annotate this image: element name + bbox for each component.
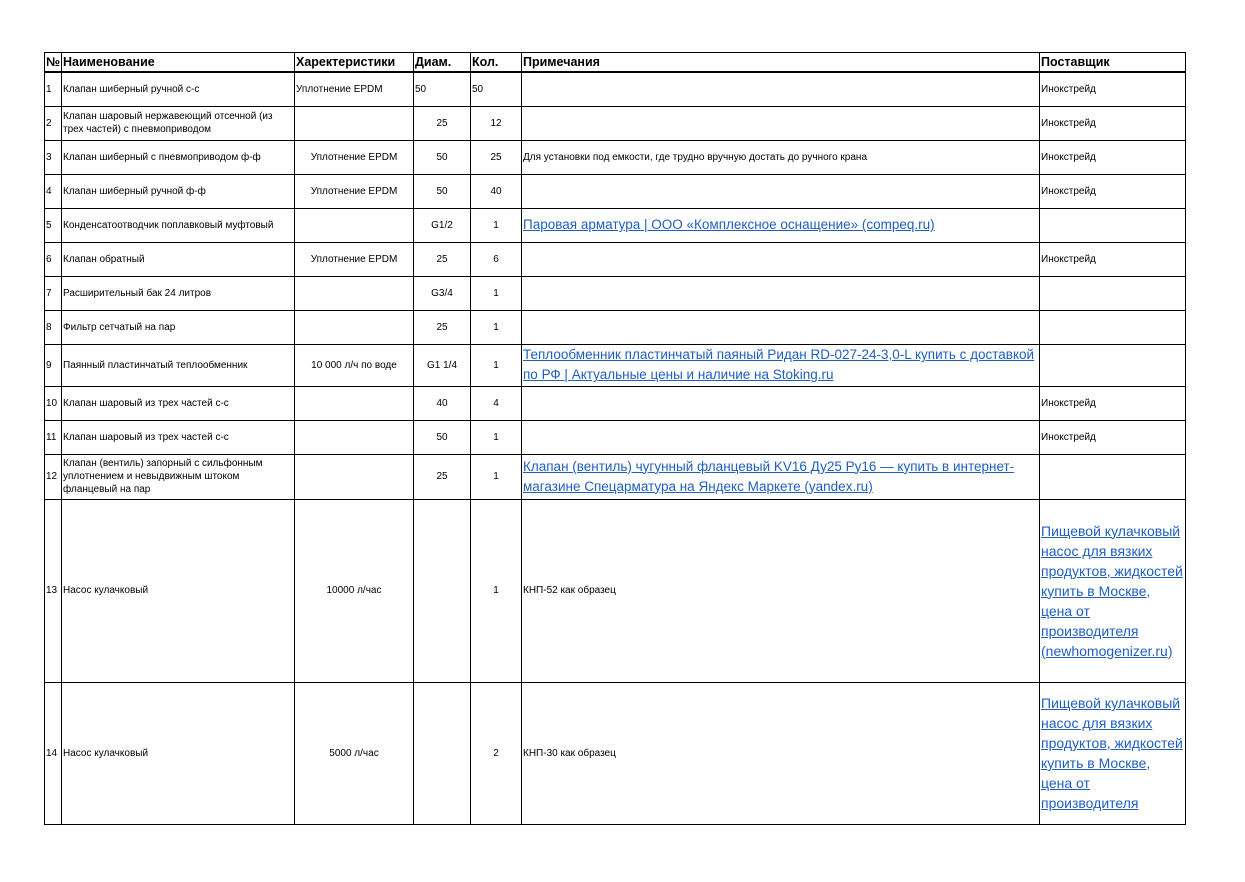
cell-name[interactable]: Клапан шиберный ручной с-с xyxy=(62,72,295,106)
cell-supplier[interactable]: Инокстрейд xyxy=(1040,174,1186,208)
cell-qty[interactable]: 4 xyxy=(471,386,522,420)
cell-name[interactable]: Клапан обратный xyxy=(62,242,295,276)
header-row xyxy=(45,53,1186,73)
cell-qty[interactable]: 1 xyxy=(471,310,522,344)
cell-supplier[interactable] xyxy=(1040,454,1186,499)
cell-num[interactable]: 4 xyxy=(45,174,62,208)
cell-name[interactable]: Клапан шиберный ручной ф-ф xyxy=(62,174,295,208)
yandex-market-link[interactable]: Клапан (вентиль) чугунный фланцевый KV16 Ду25 Ру16 — купить в интернет-магазине Спецарматура на Яндекс Маркете (yandex.ru) xyxy=(523,458,1015,494)
cell-specs[interactable]: 10000 л/час xyxy=(295,499,414,682)
cell-num[interactable]: 7 xyxy=(45,276,62,310)
cell-notes[interactable]: КНП-30 как образец xyxy=(522,682,1040,824)
cell-supplier[interactable] xyxy=(1040,276,1186,310)
cell-supplier[interactable]: Инокстрейд xyxy=(1040,140,1186,174)
cell-notes[interactable] xyxy=(522,106,1040,140)
cell-name[interactable]: Клапан шиберный с пневмоприводом ф-ф xyxy=(62,140,295,174)
cell-specs[interactable]: Уплотнение EPDM xyxy=(295,72,414,106)
cell-qty[interactable]: 1 xyxy=(471,454,522,499)
cell-name[interactable]: Клапан шаровый из трех частей с-с xyxy=(62,386,295,420)
cell-num[interactable]: 5 xyxy=(45,208,62,242)
cell-supplier[interactable]: Инокстрейд xyxy=(1040,386,1186,420)
stoking-link[interactable]: Теплообменник пластинчатый паяный Ридан RD-027-24-3,0-L купить с доставкой по РФ | Актуальные цены и наличие на Stoking.ru xyxy=(523,347,1035,382)
cell-specs[interactable]: Уплотнение EPDM xyxy=(295,174,414,208)
table-row xyxy=(45,106,1186,140)
cell-diam[interactable]: 50 xyxy=(414,174,471,208)
cell-diam[interactable]: G1/2 xyxy=(414,208,471,242)
cell-specs[interactable] xyxy=(295,386,414,420)
newhomogenizer-link[interactable]: Пищевой кулачковый насос для вязких продуктов, жидкостей купить в Москве, цена от производителя xyxy=(1041,695,1183,811)
cell-supplier[interactable] xyxy=(1040,310,1186,344)
cell-qty[interactable]: 50 xyxy=(471,72,522,106)
cell-supplier[interactable] xyxy=(1040,344,1186,386)
table-row xyxy=(45,208,1186,242)
cell-diam[interactable] xyxy=(414,499,471,682)
cell-supplier[interactable] xyxy=(1040,682,1186,824)
cell-notes[interactable] xyxy=(522,72,1040,106)
cell-notes[interactable] xyxy=(522,344,1040,386)
table-row xyxy=(45,499,1186,682)
cell-name[interactable]: Клапан шаровый нержавеющий отсечной (из трех частей) с пневмоприводом xyxy=(62,106,295,140)
header-specs[interactable]: Харектеристики xyxy=(295,53,414,73)
table-row xyxy=(45,276,1186,310)
cell-name[interactable]: Фильтр сетчатый на пар xyxy=(62,310,295,344)
cell-supplier[interactable] xyxy=(1040,499,1186,682)
cell-diam[interactable]: G1 1/4 xyxy=(414,344,471,386)
cell-diam[interactable]: 50 xyxy=(414,420,471,454)
cell-supplier[interactable]: Инокстрейд xyxy=(1040,420,1186,454)
cell-num[interactable]: 12 xyxy=(45,454,62,499)
cell-diam[interactable]: 25 xyxy=(414,106,471,140)
cell-notes[interactable] xyxy=(522,174,1040,208)
table-row xyxy=(45,242,1186,276)
cell-qty[interactable]: 1 xyxy=(471,344,522,386)
cell-qty[interactable]: 1 xyxy=(471,276,522,310)
cell-specs[interactable] xyxy=(295,310,414,344)
cell-diam[interactable] xyxy=(414,682,471,824)
newhomogenizer-link[interactable]: Пищевой кулачковый насос для вязких продуктов, жидкостей купить в Москве, цена от производителя (newhomogenizer.ru) xyxy=(1041,522,1183,659)
header-num[interactable]: № xyxy=(45,53,62,73)
table-row xyxy=(45,454,1186,499)
cell-supplier[interactable]: Инокстрейд xyxy=(1040,106,1186,140)
cell-qty[interactable]: 6 xyxy=(471,242,522,276)
cell-notes[interactable] xyxy=(522,420,1040,454)
cell-num[interactable]: 6 xyxy=(45,242,62,276)
cell-notes[interactable] xyxy=(522,276,1040,310)
spreadsheet-table xyxy=(44,52,1186,825)
cell-qty[interactable]: 25 xyxy=(471,140,522,174)
cell-specs[interactable] xyxy=(295,420,414,454)
cell-specs[interactable]: Уплотнение EPDM xyxy=(295,242,414,276)
cell-supplier[interactable]: Инокстрейд xyxy=(1040,72,1186,106)
cell-name[interactable]: Насос кулачковый xyxy=(62,682,295,824)
cell-notes[interactable]: КНП-52 как образец xyxy=(522,499,1040,682)
cell-diam[interactable]: 50 xyxy=(414,72,471,106)
cell-diam[interactable]: 25 xyxy=(414,310,471,344)
cell-notes[interactable] xyxy=(522,386,1040,420)
table-row xyxy=(45,386,1186,420)
cell-notes[interactable]: Для установки под емкости, где трудно вручную достать до ручного крана xyxy=(522,140,1040,174)
cell-notes[interactable] xyxy=(522,310,1040,344)
compeq-link[interactable]: Паровая арматура | ООО «Комплексное оснащение» (compeq.ru) xyxy=(523,217,935,232)
cell-num[interactable]: 14 xyxy=(45,682,62,824)
header-supplier[interactable]: Поставщик xyxy=(1040,53,1186,73)
cell-num[interactable]: 10 xyxy=(45,386,62,420)
table-row xyxy=(45,682,1186,824)
header-diam[interactable]: Диам. xyxy=(414,53,471,73)
cell-specs[interactable] xyxy=(295,208,414,242)
cell-qty[interactable]: 40 xyxy=(471,174,522,208)
cell-name[interactable]: Паянный пластинчатый теплообменник xyxy=(62,344,295,386)
table-row xyxy=(45,344,1186,386)
cell-notes[interactable] xyxy=(522,242,1040,276)
cell-specs[interactable]: 10 000 л/ч по воде xyxy=(295,344,414,386)
cell-diam[interactable]: 40 xyxy=(414,386,471,420)
table-row xyxy=(45,420,1186,454)
cell-diam[interactable]: G3/4 xyxy=(414,276,471,310)
cell-name[interactable]: Клапан шаровый из трех частей с-с xyxy=(62,420,295,454)
cell-notes[interactable] xyxy=(522,208,1040,242)
cell-num[interactable]: 8 xyxy=(45,310,62,344)
table-row xyxy=(45,310,1186,344)
cell-qty[interactable]: 1 xyxy=(471,420,522,454)
cell-diam[interactable]: 25 xyxy=(414,242,471,276)
header-qty[interactable]: Кол. xyxy=(471,53,522,73)
header-name[interactable]: Наименование xyxy=(62,53,295,73)
cell-qty[interactable]: 1 xyxy=(471,208,522,242)
cell-qty[interactable]: 12 xyxy=(471,106,522,140)
table-row xyxy=(45,72,1186,106)
cell-specs[interactable] xyxy=(295,106,414,140)
cell-num[interactable]: 3 xyxy=(45,140,62,174)
cell-diam[interactable]: 25 xyxy=(414,454,471,499)
cell-supplier[interactable]: Инокстрейд xyxy=(1040,242,1186,276)
cell-name[interactable]: Клапан (вентиль) запорный с сильфонным уплотнением и невыдвижным штоком фланцевый на пар xyxy=(62,454,295,499)
cell-notes[interactable] xyxy=(522,454,1040,499)
cell-specs[interactable]: 5000 л/час xyxy=(295,682,414,824)
cell-num[interactable]: 9 xyxy=(45,344,62,386)
cell-name[interactable]: Конденсатоотводчик поплавковый муфтовый xyxy=(62,208,295,242)
cell-specs[interactable] xyxy=(295,276,414,310)
cell-num[interactable]: 2 xyxy=(45,106,62,140)
cell-diam[interactable]: 50 xyxy=(414,140,471,174)
cell-qty[interactable]: 1 xyxy=(471,499,522,682)
cell-num[interactable]: 13 xyxy=(45,499,62,682)
cell-specs[interactable] xyxy=(295,454,414,499)
table-row xyxy=(45,174,1186,208)
cell-num[interactable]: 1 xyxy=(45,72,62,106)
header-notes[interactable]: Примечания xyxy=(522,53,1040,73)
cell-qty[interactable]: 2 xyxy=(471,682,522,824)
cell-name[interactable]: Насос кулачковый xyxy=(62,499,295,682)
table-row xyxy=(45,140,1186,174)
cell-name[interactable]: Расширительный бак 24 литров xyxy=(62,276,295,310)
cell-num[interactable]: 11 xyxy=(45,420,62,454)
cell-supplier[interactable] xyxy=(1040,208,1186,242)
cell-specs[interactable]: Уплотнение EPDM xyxy=(295,140,414,174)
